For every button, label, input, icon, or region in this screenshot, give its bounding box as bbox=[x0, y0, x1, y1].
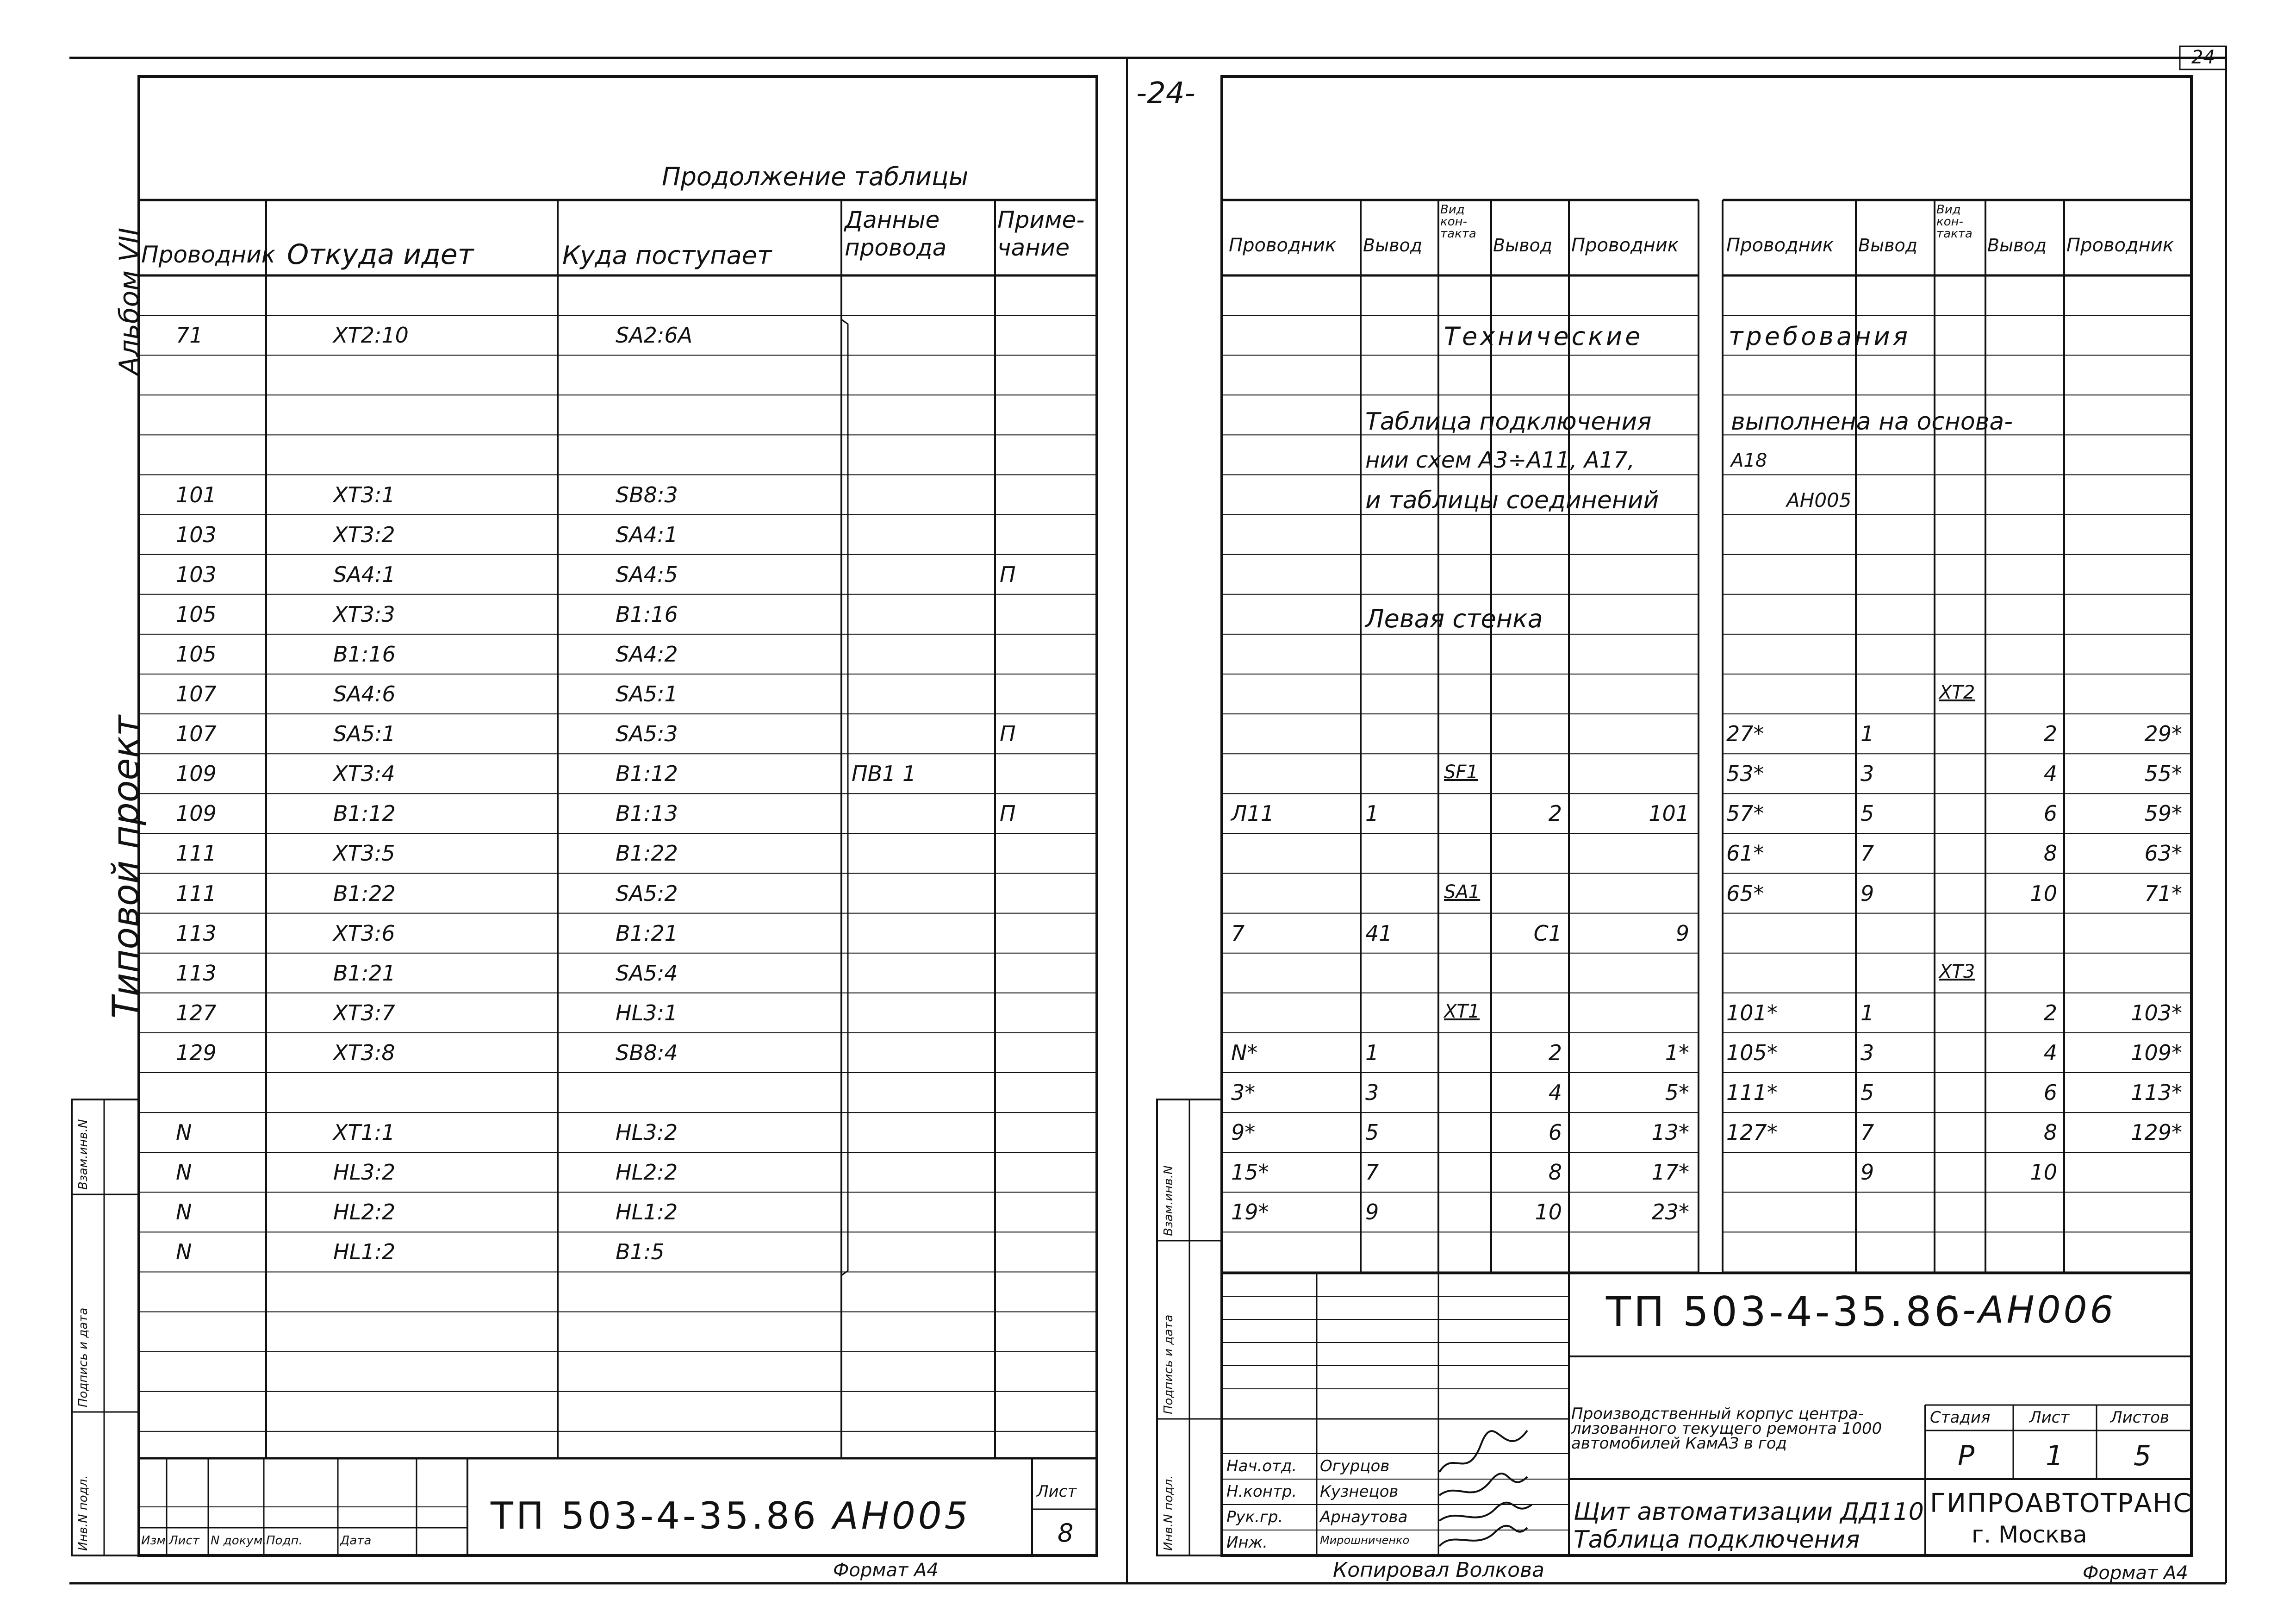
cell-conductor: 113 bbox=[176, 920, 217, 946]
cell-k: SF1 bbox=[1444, 762, 1478, 783]
cell-k: XT1 bbox=[1444, 1000, 1480, 1022]
left-wall-heading: Левая стенка bbox=[1365, 604, 1543, 633]
cell-c1: 15* bbox=[1231, 1160, 1269, 1185]
right-doc-code: ТП 503-4-35.86 bbox=[1606, 1288, 1963, 1336]
cell-from: B1:21 bbox=[333, 960, 396, 986]
cell-to: B1:16 bbox=[616, 601, 678, 627]
right-format: Формат А4 bbox=[2083, 1562, 2188, 1584]
cell-c2: 9 bbox=[1675, 920, 1689, 946]
right-stamp-podpis-data: Подпись и дата bbox=[1162, 1314, 1176, 1414]
sheet-corner-number: 24 bbox=[2191, 47, 2215, 68]
stamp-podpis-data: Подпись и дата bbox=[76, 1307, 90, 1407]
cell-o2: 4 bbox=[2043, 1040, 2057, 1065]
column-header: Вывод bbox=[1363, 235, 1422, 256]
cell-c1: 57* bbox=[1726, 801, 1764, 826]
cell-from: XT3:4 bbox=[333, 761, 395, 787]
left-header-from: Откуда идет bbox=[287, 238, 474, 271]
cell-o1: 1 bbox=[1860, 721, 1874, 747]
left-header-wire-data: Данные провода bbox=[845, 206, 947, 261]
cell-o1: 1 bbox=[1860, 1000, 1874, 1025]
cell-c1: 7 bbox=[1231, 920, 1245, 946]
cell-o1: 1 bbox=[1365, 1040, 1379, 1065]
copied-by: Копировал Волкова bbox=[1333, 1558, 1544, 1582]
cell-c2: 101 bbox=[1649, 801, 1689, 826]
cell-conductor: 109 bbox=[176, 801, 217, 826]
cell-conductor: 113 bbox=[176, 960, 217, 986]
cell-conductor: 111 bbox=[176, 881, 217, 906]
cell-c1: 53* bbox=[1726, 761, 1764, 787]
org-name: ГИПРОАВТОТРАНС bbox=[1930, 1488, 2192, 1518]
cell-to: HL3:2 bbox=[616, 1120, 678, 1145]
stamp-label: Лист bbox=[169, 1534, 199, 1548]
cell-c1: 61* bbox=[1726, 841, 1764, 866]
cell-conductor: 111 bbox=[176, 841, 217, 866]
cell-c2: 103* bbox=[2131, 1000, 2182, 1025]
cell-o1: 9 bbox=[1365, 1199, 1379, 1225]
cell-o2: 10 bbox=[2030, 1160, 2057, 1185]
cell-conductor: 107 bbox=[176, 681, 217, 706]
left-sheet-number: 8 bbox=[1058, 1518, 1074, 1548]
stage-value: Р bbox=[1958, 1440, 1975, 1472]
cell-to: HL3:1 bbox=[616, 1000, 678, 1025]
cell-o2: 10 bbox=[2030, 881, 2057, 906]
cell-o2: 6 bbox=[2043, 1080, 2057, 1105]
cell-to: SB8:3 bbox=[616, 482, 678, 507]
left-doc-suffix: АН005 bbox=[833, 1494, 971, 1537]
cell-conductor: N bbox=[176, 1239, 192, 1265]
sheet-title-2: Таблица подключения bbox=[1574, 1526, 1860, 1554]
cell-c2: 63* bbox=[2144, 841, 2182, 866]
signer-role: Н.контр. bbox=[1226, 1482, 1297, 1501]
signer-name: Арнаутова bbox=[1320, 1508, 1408, 1526]
signer-role: Инж. bbox=[1226, 1533, 1268, 1552]
project-label: Типовой проект bbox=[106, 715, 147, 1018]
cell-k: XT2 bbox=[1939, 682, 1975, 703]
column-header: Вид кон- такта bbox=[1936, 203, 1972, 241]
cell-o1: 7 bbox=[1860, 1120, 1874, 1145]
cell-conductor: 103 bbox=[176, 562, 217, 587]
column-header: Проводник bbox=[1726, 235, 1834, 256]
sheet-title-1: Щит автоматизации ДД110 bbox=[1574, 1498, 1924, 1526]
continuation-title: Продолжение таблицы bbox=[662, 162, 969, 191]
org-city: г. Москва bbox=[1972, 1521, 2087, 1548]
cell-c1: 101* bbox=[1726, 1000, 1778, 1025]
column-header: Вывод bbox=[1987, 235, 2047, 256]
cell-conductor: 127 bbox=[176, 1000, 217, 1025]
note-line-1b: выполнена на основа- bbox=[1731, 408, 2013, 436]
cell-from: XT3:5 bbox=[333, 841, 395, 866]
cell-from: XT3:7 bbox=[333, 1000, 395, 1025]
signatures bbox=[1439, 1430, 1532, 1546]
signer-role: Рук.гр. bbox=[1226, 1508, 1283, 1526]
cell-c1: 27* bbox=[1726, 721, 1764, 747]
cell-from: XT3:1 bbox=[333, 482, 395, 507]
left-doc-code: ТП 503-4-35.86 bbox=[491, 1494, 819, 1537]
cell-k: XT3 bbox=[1939, 961, 1975, 982]
cell-from: HL1:2 bbox=[333, 1239, 396, 1265]
cell-o1: 9 bbox=[1860, 881, 1874, 906]
object-description: Производственный корпус центра- лизованного текущего ремонта 1000 автомобилей КамАЗ в год bbox=[1571, 1405, 1882, 1453]
cell-conductor: N bbox=[176, 1199, 192, 1225]
stamp-label: Изм bbox=[141, 1534, 166, 1548]
column-header: Вывод bbox=[1858, 235, 1917, 256]
cell-o2: 8 bbox=[2043, 1120, 2057, 1145]
sheets-label: Листов bbox=[2110, 1408, 2170, 1427]
cell-c2: 13* bbox=[1651, 1120, 1689, 1145]
stage-label: Стадия bbox=[1930, 1408, 1991, 1427]
column-header: Проводник bbox=[2066, 235, 2174, 256]
cell-c1: Л11 bbox=[1231, 801, 1275, 826]
cell-c1: 9* bbox=[1231, 1120, 1256, 1145]
cell-c2: 55* bbox=[2144, 761, 2182, 787]
cell-conductor: 101 bbox=[176, 482, 217, 507]
cell-from: SA4:1 bbox=[333, 562, 396, 587]
signer-role: Нач.отд. bbox=[1226, 1457, 1297, 1475]
stamp-vzam-inv: Взам.инв.N bbox=[76, 1119, 90, 1190]
cell-o1: 5 bbox=[1860, 801, 1874, 826]
cell-from: XT3:2 bbox=[333, 522, 395, 547]
cell-c2: 23* bbox=[1651, 1199, 1689, 1225]
cell-note: П bbox=[1000, 562, 1016, 587]
cell-from: XT2:10 bbox=[333, 323, 409, 348]
cell-k: SA1 bbox=[1444, 881, 1481, 903]
cell-to: SA5:4 bbox=[616, 960, 678, 986]
cell-o1: 41 bbox=[1365, 920, 1393, 946]
cell-to: SA5:2 bbox=[616, 881, 678, 906]
cell-conductor: 129 bbox=[176, 1040, 217, 1065]
stamp-label: Дата bbox=[340, 1534, 372, 1548]
cell-conductor: 105 bbox=[176, 601, 217, 627]
column-header: Вывод bbox=[1493, 235, 1552, 256]
cell-conductor: 107 bbox=[176, 721, 217, 747]
cell-to: B1:12 bbox=[616, 761, 678, 787]
column-header: Вид кон- такта bbox=[1440, 203, 1476, 241]
cell-o2: С1 bbox=[1533, 920, 1562, 946]
cell-o2: 2 bbox=[2043, 721, 2057, 747]
cell-c2: 71* bbox=[2144, 881, 2182, 906]
cell-to: SA5:3 bbox=[616, 721, 678, 747]
cell-c2: 29* bbox=[2144, 721, 2182, 747]
cell-to: B1:22 bbox=[616, 841, 678, 866]
stamp-label: Подп. bbox=[266, 1534, 303, 1548]
cell-note: П bbox=[1000, 721, 1016, 747]
cell-o1: 1 bbox=[1365, 801, 1379, 826]
cell-to: SB8:4 bbox=[616, 1040, 678, 1065]
cell-c2: 5* bbox=[1665, 1080, 1689, 1105]
cell-o2: 8 bbox=[2043, 841, 2057, 866]
cell-conductor: N bbox=[176, 1120, 192, 1145]
cell-o1: 9 bbox=[1860, 1160, 1874, 1185]
cell-from: B1:12 bbox=[333, 801, 396, 826]
cell-to: HL1:2 bbox=[616, 1199, 678, 1225]
cell-o1: 5 bbox=[1860, 1080, 1874, 1105]
left-header-conductor: Проводник bbox=[141, 241, 275, 268]
cell-to: SA5:1 bbox=[616, 681, 678, 706]
cell-c1: 111* bbox=[1726, 1080, 1778, 1105]
stamp-label: N докум. bbox=[211, 1534, 267, 1548]
cell-c1: 19* bbox=[1231, 1199, 1269, 1225]
left-header-to: Куда поступает bbox=[562, 241, 772, 270]
cell-c2: 109* bbox=[2131, 1040, 2182, 1065]
tech-req-2: требования bbox=[1729, 322, 1911, 351]
cell-conductor: 71 bbox=[176, 323, 203, 348]
cell-c1: N* bbox=[1231, 1040, 1258, 1065]
cell-conductor: N bbox=[176, 1160, 192, 1185]
column-header: Проводник bbox=[1571, 235, 1679, 256]
right-doc-suffix: -АН006 bbox=[1962, 1288, 2116, 1331]
cell-c1: 127* bbox=[1726, 1120, 1778, 1145]
cell-from: XT3:8 bbox=[333, 1040, 395, 1065]
note-line-3b: АН005 bbox=[1786, 489, 1852, 512]
cell-from: B1:22 bbox=[333, 881, 396, 906]
cell-o1: 3 bbox=[1860, 761, 1874, 787]
sheets-value: 5 bbox=[2134, 1440, 2152, 1472]
cell-c2: 113* bbox=[2131, 1080, 2182, 1105]
left-format: Формат А4 bbox=[833, 1560, 939, 1581]
cell-from: XT1:1 bbox=[333, 1120, 395, 1145]
stamp-inv-podl: Инв.N подл. bbox=[76, 1475, 90, 1551]
album-label: Альбом VII bbox=[113, 227, 145, 375]
cell-c2: 1* bbox=[1665, 1040, 1689, 1065]
cell-c2: 17* bbox=[1651, 1160, 1689, 1185]
cell-o1: 7 bbox=[1860, 841, 1874, 866]
signer-name: Огурцов bbox=[1320, 1457, 1390, 1475]
cell-o2: 2 bbox=[1548, 1040, 1562, 1065]
cell-to: B1:21 bbox=[616, 920, 678, 946]
cell-from: HL3:2 bbox=[333, 1160, 396, 1185]
cell-c1: 3* bbox=[1231, 1080, 1256, 1105]
cell-to: SA4:1 bbox=[616, 522, 678, 547]
cell-o2: 6 bbox=[1548, 1120, 1562, 1145]
cell-to: B1:13 bbox=[616, 801, 678, 826]
column-header: Проводник bbox=[1229, 235, 1336, 256]
cell-o1: 7 bbox=[1365, 1160, 1379, 1185]
sheet-label: Лист bbox=[2029, 1408, 2070, 1427]
cell-o2: 10 bbox=[1535, 1199, 1562, 1225]
note-line-2a: нии схем А3÷А11, А17, bbox=[1365, 447, 1635, 473]
cell-c1: 105* bbox=[1726, 1040, 1778, 1065]
left-header-note: Приме- чание bbox=[997, 206, 1085, 261]
left-sheet-label: Лист bbox=[1037, 1482, 1077, 1501]
cell-to: B1:5 bbox=[616, 1239, 665, 1265]
note-line-1a: Таблица подключения bbox=[1365, 408, 1652, 436]
cell-from: XT3:3 bbox=[333, 601, 395, 627]
right-stamp-vzam-inv: Взам.инв.N bbox=[1162, 1165, 1176, 1236]
cell-o1: 3 bbox=[1860, 1040, 1874, 1065]
cell-o2: 2 bbox=[1548, 801, 1562, 826]
cell-o2: 4 bbox=[1548, 1080, 1562, 1105]
cell-note: П bbox=[1000, 801, 1016, 826]
cell-from: HL2:2 bbox=[333, 1199, 396, 1225]
cell-to: SA4:2 bbox=[616, 641, 678, 667]
cell-to: SA4:5 bbox=[616, 562, 678, 587]
cell-o1: 5 bbox=[1365, 1120, 1379, 1145]
sheet-value: 1 bbox=[2046, 1440, 2064, 1472]
cell-c1: 65* bbox=[1726, 881, 1764, 906]
cell-conductor: 109 bbox=[176, 761, 217, 787]
cell-c2: 59* bbox=[2144, 801, 2182, 826]
cell-o2: 2 bbox=[2043, 1000, 2057, 1025]
cell-o2: 6 bbox=[2043, 801, 2057, 826]
cell-wire-data: ПВ1 1 bbox=[852, 761, 916, 787]
cell-to: HL2:2 bbox=[616, 1160, 678, 1185]
cell-from: SA4:6 bbox=[333, 681, 396, 706]
cell-o1: 3 bbox=[1365, 1080, 1379, 1105]
cell-from: B1:16 bbox=[333, 641, 396, 667]
cell-c2: 129* bbox=[2131, 1120, 2182, 1145]
page-marker: -24- bbox=[1136, 76, 1195, 111]
tech-req-1: Технические bbox=[1444, 322, 1643, 351]
signer-name: Кузнецов bbox=[1320, 1482, 1399, 1501]
cell-o2: 8 bbox=[1548, 1160, 1562, 1185]
cell-conductor: 105 bbox=[176, 641, 217, 667]
note-line-2b: А18 bbox=[1731, 450, 1767, 471]
note-line-3a: и таблицы соединений bbox=[1365, 487, 1659, 514]
cell-o2: 4 bbox=[2043, 761, 2057, 787]
cell-to: SA2:6A bbox=[616, 323, 693, 348]
cell-conductor: 103 bbox=[176, 522, 217, 547]
cell-from: SA5:1 bbox=[333, 721, 396, 747]
signer-name: Мирошниченко bbox=[1320, 1534, 1410, 1547]
right-stamp-inv-podl: Инв.N подл. bbox=[1162, 1475, 1176, 1551]
cell-from: XT3:6 bbox=[333, 920, 395, 946]
